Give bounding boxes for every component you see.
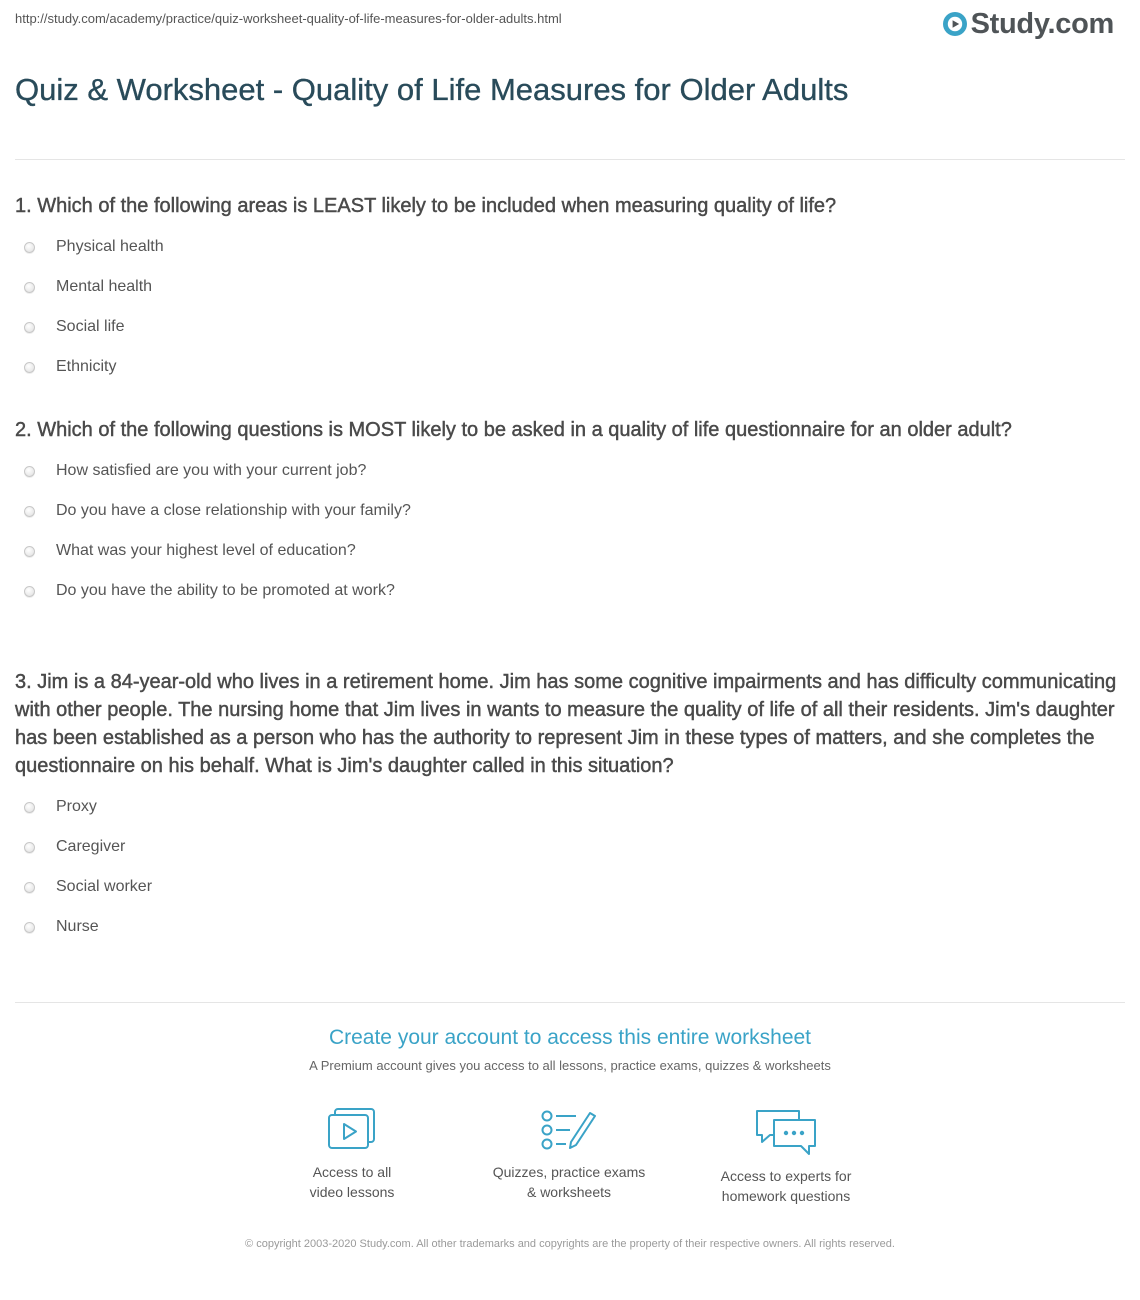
brand-name: Study.com [970, 7, 1114, 40]
play-circle-icon [942, 11, 968, 37]
radio-button[interactable] [24, 506, 35, 517]
option-label: Do you have the ability to be promoted at work? [56, 582, 395, 599]
radio-button[interactable] [24, 466, 35, 477]
option-label: Physical health [56, 238, 164, 255]
answer-options [15, 451, 1125, 611]
answer-option[interactable] [15, 307, 1125, 347]
option-label: Mental health [56, 278, 153, 295]
answer-option[interactable] [15, 267, 1125, 307]
option-label: Caregiver [56, 838, 126, 855]
question-text: 2. Which of the following questions is MOST likely to be asked in a quality of life questionnaire for an older adult? [15, 419, 1012, 441]
radio-button[interactable] [24, 242, 35, 253]
radio-button[interactable] [24, 586, 35, 597]
radio-button[interactable] [24, 362, 35, 373]
feature-label: Access to all video lessons [309, 1164, 395, 1200]
answer-options [15, 787, 1125, 947]
answer-option[interactable] [15, 827, 1125, 867]
option-label: Proxy [56, 798, 97, 815]
answer-option[interactable] [15, 491, 1125, 531]
option-label: What was your highest level of education? [56, 542, 356, 559]
question-text: 3. Jim is a 84-year-old who lives in a retirement home. Jim has some cognitive impairments and has difficulty communicating with other people. The nursing home that Jim lives in wants to measure the quality of life of all their residents. Jim's daughter has been established as a person who has the authority to represent Jim in these types of matters, and she completes the questionnaire on his behalf. What is Jim's daughter called in this situation? [15, 671, 1117, 777]
title-divider [15, 159, 1125, 160]
option-label: Nurse [56, 918, 99, 935]
cta-title-link[interactable]: Create your account to access this entire worksheet [328, 1026, 812, 1049]
option-label: How satisfied are you with your current job? [56, 462, 367, 479]
radio-button[interactable] [24, 546, 35, 557]
answer-option[interactable] [15, 451, 1125, 491]
feature-label: Access to experts for homework questions [720, 1168, 852, 1204]
option-label: Social worker [56, 878, 153, 895]
study-logo[interactable] [942, 6, 1114, 42]
answer-options [15, 227, 1125, 387]
option-label: Social life [56, 318, 125, 335]
question-3 [15, 668, 1125, 947]
video-lessons-icon [326, 1108, 378, 1152]
answer-option[interactable] [15, 787, 1125, 827]
feature-quizzes [469, 1108, 669, 1202]
radio-button[interactable] [24, 842, 35, 853]
radio-button[interactable] [24, 282, 35, 293]
answer-option[interactable] [15, 347, 1125, 387]
answer-option[interactable] [15, 531, 1125, 571]
feature-label: Quizzes, practice exams & worksheets [492, 1164, 646, 1200]
answer-option[interactable] [15, 227, 1125, 267]
cta-subtitle: A Premium account gives you access to all lessons, practice exams, quizzes & worksheets [309, 1058, 831, 1073]
quiz-checklist-icon [540, 1108, 598, 1152]
radio-button[interactable] [24, 882, 35, 893]
feature-video-lessons [252, 1108, 452, 1202]
radio-button[interactable] [24, 922, 35, 933]
question-2 [15, 416, 1125, 611]
question-text: 1. Which of the following areas is LEAST likely to be included when measuring quality of life? [15, 195, 837, 217]
signup-cta [0, 1026, 1140, 1073]
expert-chat-icon [754, 1108, 818, 1156]
option-label: Do you have a close relationship with your family? [56, 502, 411, 519]
page-url: http://study.com/academy/practice/quiz-worksheet-quality-of-life-measures-for-older-adults.html [15, 11, 562, 26]
option-label: Ethnicity [56, 358, 117, 375]
page-title: Quiz & Worksheet - Quality of Life Measures for Older Adults [15, 72, 849, 107]
copyright-notice: © copyright 2003-2020 Study.com. All other trademarks and copyrights are the property of their respective owners. All rights reserved. [245, 1238, 895, 1250]
content-divider [15, 1002, 1125, 1003]
feature-experts [686, 1108, 886, 1206]
answer-option[interactable] [15, 571, 1125, 611]
radio-button[interactable] [24, 322, 35, 333]
question-1 [15, 192, 1125, 387]
answer-option[interactable] [15, 867, 1125, 907]
answer-option[interactable] [15, 907, 1125, 947]
radio-button[interactable] [24, 802, 35, 813]
